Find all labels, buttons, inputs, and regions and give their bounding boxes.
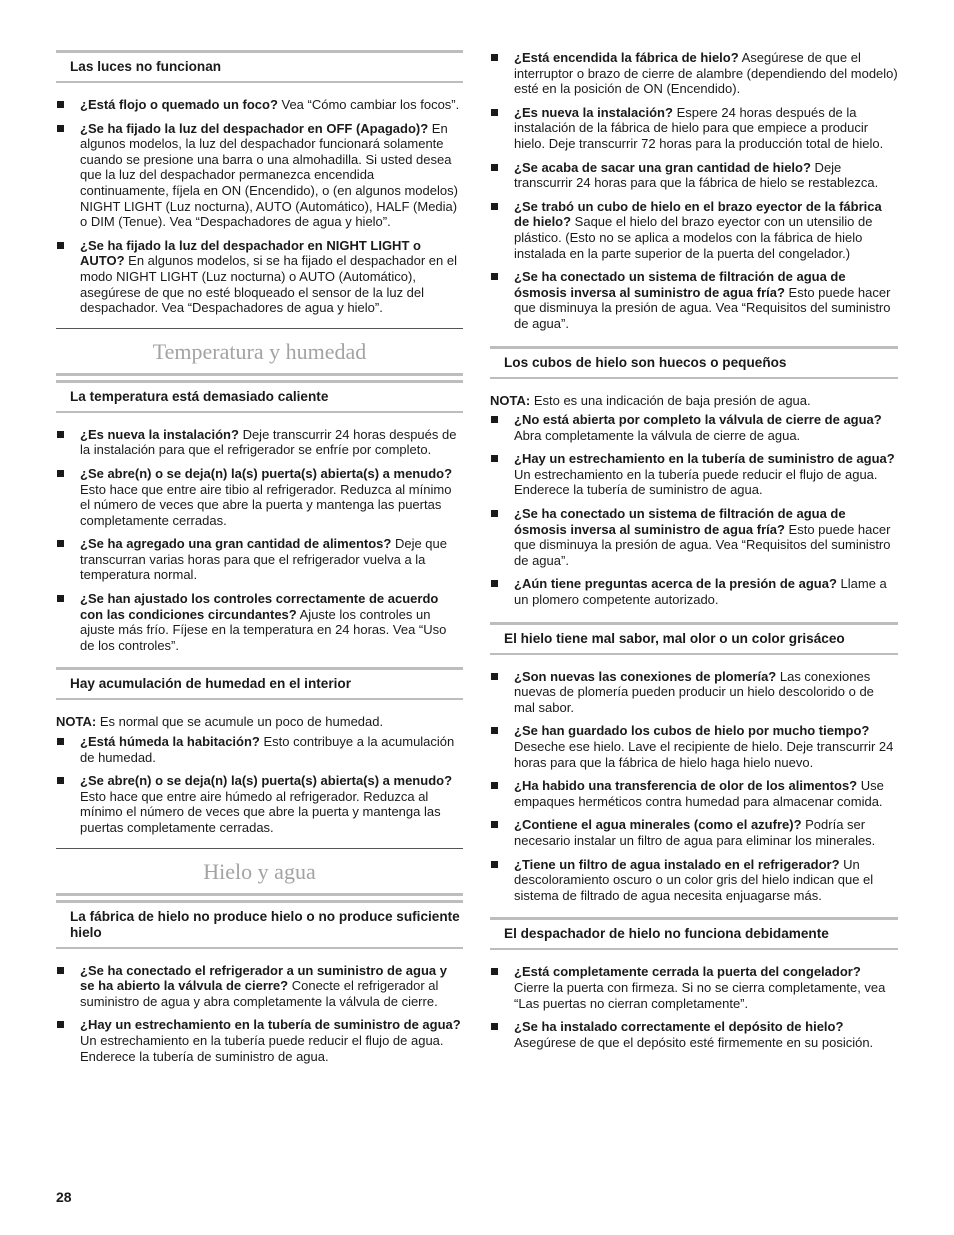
note-label: NOTA: (56, 714, 97, 730)
question-text: ¿Hay un estrechamiento en la tubería de suministro de agua? (80, 1017, 461, 1033)
list-item (56, 97, 463, 113)
answer-text: En algunos modelos, la luz del despachador funcionará solamente cuando se presione una barra o una almohadilla. Si usted desea que la luz del despachador permanezca encendida continuamente, fíjela en ON (Encendido), o (en algunos modelos) NIGHT LIGHT (Luz nocturna), AUTO (Automático), HALF (Media) o DIM (Tenue). Vea “Despachadores de agua y hielo”. (80, 120, 458, 230)
note (56, 714, 463, 730)
answer-text: Saque el hielo del brazo eyector con un utensilio de plástico. (Esto no se aplica a modelos con la fábrica de hielo instalada en la parte superior de la puerta del congelador.) (514, 214, 873, 261)
answer-text: Esto contribuye a la acumulación de humedad. (80, 734, 455, 765)
question-text: ¿Es nueva la instalación? (80, 426, 239, 442)
list-item (490, 199, 898, 261)
square-bullet-icon (57, 738, 64, 745)
square-bullet-icon (57, 777, 64, 784)
section-sabor (490, 622, 898, 904)
list-item (490, 576, 898, 607)
list-item (490, 964, 898, 1011)
answer-text: Vea “Cómo cambiar los focos”. (277, 97, 460, 112)
answer-text: Un estrechamiento en la tubería puede reducir el flujo de agua. Enderece la tubería de suministro de agua. (80, 1032, 444, 1064)
list-item (490, 269, 898, 331)
answer-text: Asegúrese de que el interruptor o brazo de cierre de alambre (dependiendo del modelo) esté en la posición de ON (Encendido). (514, 50, 898, 97)
answer-text: Esto hace que entre aire húmedo al refrigerador. Reduzca al mínimo el número de veces que abre la puerta y mantenga las puertas completamente cerradas. (80, 788, 441, 835)
list-item (490, 1019, 898, 1050)
answer-text: Deje que transcurran varias horas para que el refrigerador vuelva a la temperatura normal. (80, 536, 447, 583)
square-bullet-icon (57, 242, 64, 249)
answer-text: Use empaques herméticos contra humedad para almacenar comida. (514, 778, 884, 809)
square-bullet-icon (57, 1021, 64, 1028)
page-number: 28 (56, 1189, 72, 1205)
list-item (490, 669, 898, 716)
section-temperatura (56, 380, 463, 654)
question-text: ¿Se abre(n) o se deja(n) la(s) puerta(s) abierta(s) a menudo? (80, 465, 453, 481)
subheading-luces: Las luces no funcionan (56, 50, 463, 83)
square-bullet-icon (57, 101, 64, 108)
answer-text: Llame a un plomero competente autorizado. (514, 576, 887, 608)
question-text: ¿Está completamente cerrada la puerta del congelador? (514, 964, 861, 980)
question-text: ¿Se acaba de sacar una gran cantidad de hielo? (514, 159, 811, 175)
square-bullet-icon (491, 727, 498, 734)
list-item (56, 427, 463, 458)
note-text: Esto es una indicación de baja presión de agua. (530, 392, 811, 408)
list-item (490, 506, 898, 568)
section-cubos (490, 346, 898, 608)
section-fabrica-continued (490, 50, 898, 332)
answer-text: Esto hace que entre aire tibio al refrigerador. Reduzca al mínimo el número de veces que abre la puerta y mantenga las puertas completamente cerradas. (80, 481, 452, 528)
list-item (490, 817, 898, 848)
list-item (56, 1017, 463, 1064)
question-text: ¿Son nuevas las conexiones de plomería? (514, 668, 777, 684)
question-text: ¿Contiene el agua minerales (como el azufre)? (514, 817, 802, 833)
right-column (490, 50, 898, 1058)
note-text: Es normal que se acumule un poco de humedad. (96, 714, 384, 730)
square-bullet-icon (491, 821, 498, 828)
section-title-temperatura: Temperatura y humedad (56, 328, 463, 376)
question-text: ¿Ha habido una transferencia de olor de los alimentos? (514, 778, 858, 794)
list-item (56, 963, 463, 1010)
answer-text: Espere 24 horas después de la instalación de la fábrica de hielo para que empiece a producir hielo. Deje transcurrir 72 horas para la producción total de hielo. (514, 104, 884, 151)
square-bullet-icon (57, 595, 64, 602)
section-fabrica (56, 900, 463, 1065)
square-bullet-icon (491, 164, 498, 171)
square-bullet-icon (491, 54, 498, 61)
list-item (490, 105, 898, 152)
list-item (490, 857, 898, 904)
list-item (490, 723, 898, 770)
section-luces (56, 50, 463, 316)
question-text: ¿Está encendida la fábrica de hielo? (514, 50, 739, 65)
square-bullet-icon (57, 967, 64, 974)
square-bullet-icon (491, 109, 498, 116)
section-title-hielo: Hielo y agua (56, 848, 463, 896)
answer-text: Podría ser necesario instalar un filtro de agua para eliminar los minerales. (514, 817, 876, 848)
square-bullet-icon (57, 431, 64, 438)
square-bullet-icon (491, 416, 498, 423)
section-humedad (56, 667, 463, 835)
question-text: ¿Aún tiene preguntas acerca de la presión de agua? (514, 576, 837, 592)
list-item (56, 536, 463, 583)
question-text: ¿No está abierta por completo la válvula de cierre de agua? (514, 412, 882, 428)
answer-text: Cierre la puerta con firmeza. Si no se cierra completamente, vea “Las puertas no cierran completamente”. (514, 979, 886, 1011)
square-bullet-icon (491, 782, 498, 789)
answer-text: Un descoloramiento oscuro o un color gris del hielo indican que el sistema de filtrado de agua necesita enjuagarse más. (514, 856, 874, 903)
answer-text: Esto puede hacer que disminuya la presión de agua. Vea “Requisitos del suministro de agua”. (514, 284, 891, 331)
question-text: ¿Es nueva la instalación? (514, 104, 673, 120)
question-text: ¿Está flojo o quemado un foco? (80, 97, 278, 112)
question-text: ¿Está húmeda la habitación? (80, 734, 260, 750)
square-bullet-icon (491, 455, 498, 462)
question-text: ¿Se ha conectado el refrigerador a un suministro de agua y se ha abierto la válvula de cierre? (80, 962, 447, 994)
note (490, 393, 898, 409)
question-text: ¿Se ha conectado un sistema de filtración de agua de ósmosis inversa al suministro de agua fría? (514, 506, 846, 537)
question-text: ¿Tiene un filtro de agua instalado en el refrigerador? (514, 856, 840, 872)
square-bullet-icon (491, 273, 498, 280)
subheading-cubos: Los cubos de hielo son huecos o pequeños (490, 346, 898, 379)
square-bullet-icon (491, 968, 498, 975)
square-bullet-icon (491, 1023, 498, 1030)
answer-text: Las conexiones nuevas de plomería pueden producir un hielo descolorido o de mal sabor. (514, 668, 874, 715)
list-item (490, 50, 898, 97)
square-bullet-icon (57, 125, 64, 132)
answer-text: En algunos modelos, si se ha fijado el despachador en el modo NIGHT LIGHT (Luz nocturna) o AUTO (Automático), asegúrese de que no esté bloqueado el sensor de la luz del despachador. Vea “Despachadores de agua y hielo”. (80, 253, 457, 316)
question-text: ¿Se ha fijado la luz del despachador en NIGHT LIGHT o AUTO? (80, 237, 421, 269)
answer-text: Ajuste los controles un ajuste más frío. Fíjese en la temperatura en 24 horas. Vea “Uso de los controles”. (80, 606, 447, 653)
square-bullet-icon (491, 861, 498, 868)
answer-text: Abra completamente la válvula de cierre de agua. (514, 427, 801, 443)
answer-text: Deje transcurrir 24 horas después de la instalación para que el refrigerador se enfríe por completo. (80, 426, 457, 458)
list-item (56, 734, 463, 765)
square-bullet-icon (491, 203, 498, 210)
square-bullet-icon (57, 470, 64, 477)
list-item (56, 466, 463, 528)
question-text: ¿Se ha instalado correctamente el depósito de hielo? (514, 1019, 844, 1035)
subheading-fabrica: La fábrica de hielo no produce hielo o no produce suficiente hielo (56, 900, 463, 949)
question-text: ¿Hay un estrechamiento en la tubería de suministro de agua? (514, 451, 895, 467)
note-label: NOTA: (490, 392, 531, 408)
question-text: ¿Se ha agregado una gran cantidad de alimentos? (80, 536, 392, 552)
subheading-temperatura: La temperatura está demasiado caliente (56, 380, 463, 413)
answer-text: Esto puede hacer que disminuya la presión de agua. Vea “Requisitos del suministro de agua”. (514, 521, 891, 568)
list-item (490, 778, 898, 809)
square-bullet-icon (491, 510, 498, 517)
section-despachador (490, 917, 898, 1050)
square-bullet-icon (491, 580, 498, 587)
question-text: ¿Se ha conectado un sistema de filtración de agua de ósmosis inversa al suministro de agua fría? (514, 269, 846, 300)
list-item (56, 591, 463, 653)
question-text: ¿Se ha fijado la luz del despachador en OFF (Apagado)? (80, 120, 429, 136)
list-item (490, 160, 898, 191)
answer-text: Conecte el refrigerador al suministro de agua y abra completamente la válvula de cierre. (80, 978, 439, 1009)
answer-text: Un estrechamiento en la tubería puede reducir el flujo de agua. Enderece la tubería de suministro de agua. (514, 466, 878, 498)
answer-text: Asegúrese de que el depósito esté firmemente en su posición. (514, 1034, 874, 1050)
square-bullet-icon (491, 673, 498, 680)
list-item (56, 773, 463, 835)
list-item (490, 451, 898, 498)
left-column (56, 50, 463, 1072)
question-text: ¿Se han guardado los cubos de hielo por mucho tiempo? (514, 723, 870, 739)
answer-text: Deseche ese hielo. Lave el recipiente de hielo. Deje transcurrir 24 horas para que la fábrica de hielo haga hielo nuevo. (514, 739, 894, 770)
question-text: ¿Se trabó un cubo de hielo en el brazo eyector de la fábrica de hielo? (514, 198, 882, 230)
list-item (56, 121, 463, 230)
list-item (56, 238, 463, 316)
subheading-humedad: Hay acumulación de humedad en el interior (56, 667, 463, 700)
list-item (490, 412, 898, 443)
square-bullet-icon (57, 540, 64, 547)
answer-text: Deje transcurrir 24 horas para que la fábrica de hielo se restablezca. (514, 159, 879, 191)
subheading-despachador: El despachador de hielo no funciona debidamente (490, 917, 898, 950)
subheading-sabor: El hielo tiene mal sabor, mal olor o un color grisáceo (490, 622, 898, 655)
question-text: ¿Se han ajustado los controles correctamente de acuerdo con las condiciones circundantes? (80, 591, 439, 622)
question-text: ¿Se abre(n) o se deja(n) la(s) puerta(s) abierta(s) a menudo? (80, 773, 453, 789)
